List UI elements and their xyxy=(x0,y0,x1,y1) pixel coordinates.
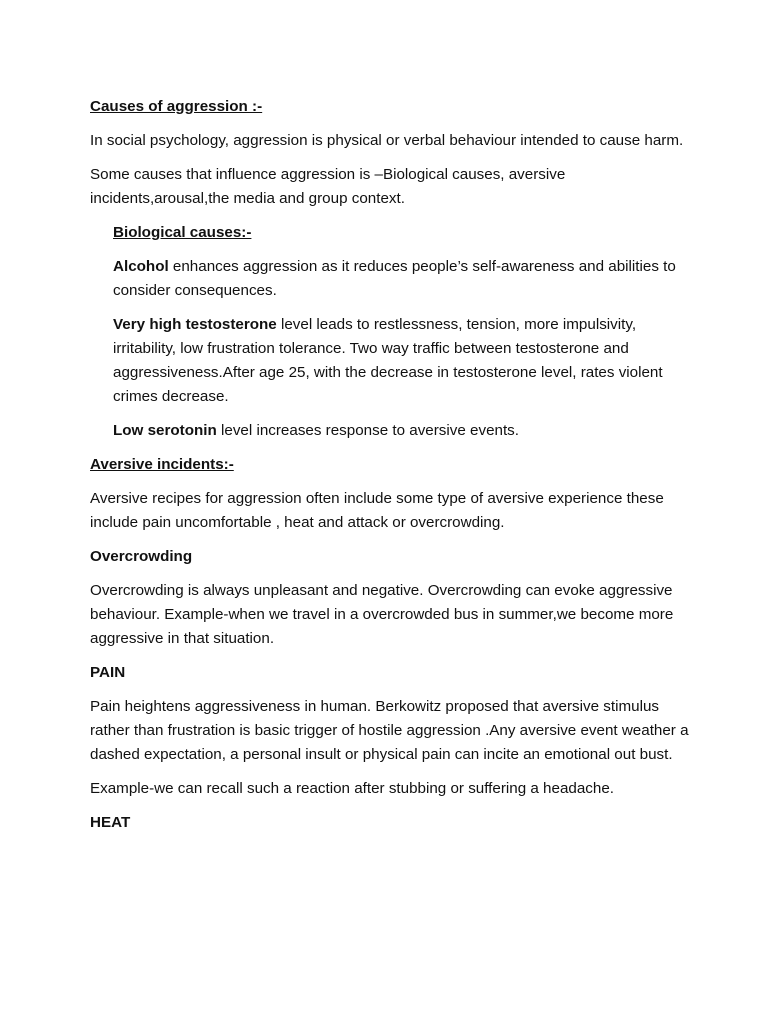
biological-section xyxy=(113,221,690,443)
testosterone-paragraph xyxy=(113,313,690,409)
alcohol-text: enhances aggression as it reduces people’s self-awareness and abilities to consider consequences. xyxy=(113,258,676,299)
document-title: Causes of aggression :- xyxy=(90,98,263,115)
overcrowding-paragraph: Overcrowding is always unpleasant and negative. Overcrowding can evoke aggressive behaviour. Example-when we travel in a overcrowded bus in summer,we become more aggressive in that situation. xyxy=(90,582,674,647)
testosterone-term: Very high testosterone xyxy=(113,316,277,333)
pain-heading: PAIN xyxy=(90,664,126,681)
testosterone-text: level leads to restlessness, tension, more impulsivity, irritability, low frustration tolerance. Two way traffic between testosterone and aggressiveness.After age 25, with the decrease in testosterone level, rates violent crimes decrease. xyxy=(113,316,663,405)
intro-paragraph: In social psychology, aggression is physical or verbal behaviour intended to cause harm. xyxy=(90,132,684,149)
overcrowding-heading: Overcrowding xyxy=(90,548,193,565)
causes-list-paragraph: Some causes that influence aggression is –Biological causes, aversive incidents,arousal,the media and group context. xyxy=(90,166,566,207)
biological-heading: Biological causes:- xyxy=(113,224,252,241)
serotonin-text: level increases response to aversive events. xyxy=(216,422,519,439)
pain-paragraph: Pain heightens aggressiveness in human. Berkowitz proposed that aversive stimulus rather than frustration is basic trigger of hostile aggression .Any aversive event weather a dashed expectation, a personal insult or physical pain can incite an emotional out bust. xyxy=(90,698,689,763)
serotonin-paragraph xyxy=(113,419,690,443)
serotonin-term: Low serotonin xyxy=(113,422,217,439)
aversive-paragraph: Aversive recipes for aggression often include some type of aversive experience these include pain uncomfortable , heat and attack or overcrowding. xyxy=(90,490,664,531)
pain-example-paragraph: Example-we can recall such a reaction after stubbing or suffering a headache. xyxy=(90,780,614,797)
alcohol-term: Alcohol xyxy=(113,258,169,275)
document-body xyxy=(90,95,690,845)
heat-heading: HEAT xyxy=(90,814,131,831)
alcohol-paragraph xyxy=(113,255,690,303)
aversive-heading: Aversive incidents:- xyxy=(90,456,234,473)
